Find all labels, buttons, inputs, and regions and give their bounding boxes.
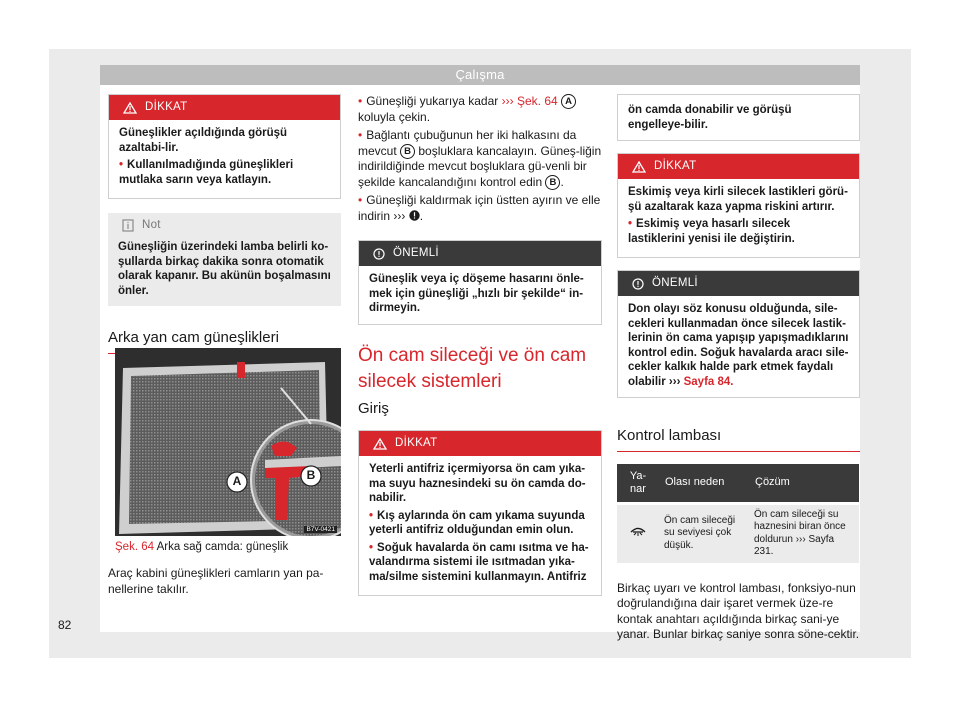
bullet-icon: • — [119, 159, 124, 171]
figure-caption-text: Arka sağ camda: güneşlik — [156, 541, 289, 553]
important-text: Don olayı söz konusu olduğunda, sile-cekleri kullanmadan önce silecek lastik-lerinin ön cama yapışıp yapışmadıklarını kontrol edin. Soğuk havalarda aracı sile-cekler kalkık halde park etmek faydalı olabilir — [628, 303, 849, 388]
warning-bullet: Kullanılmadığında güneşlikleri mutlaka sarın veya katlayın. — [119, 159, 294, 186]
subtitle-intro: Giriş — [358, 399, 389, 417]
warning-label: DİKKAT — [395, 436, 438, 449]
important-text: Güneşlik veya iç döşeme hasarını önle-mek için güneşliği „hızlı bir şekilde“ in-dirmeyin. — [369, 273, 584, 314]
column-1 — [108, 94, 341, 354]
warning-box-sunshade — [108, 94, 341, 199]
important-circle-icon — [632, 278, 644, 290]
warning-bullet: Soğuk havalarda ön camı ısıtma ve ha-valandırma sistemi ile ısıtmadan yıka-ma/silme sistemini kullanmayın. Antifriz — [369, 541, 589, 583]
important-label: ÖNEMLİ — [393, 246, 439, 259]
important-label: ÖNEMLİ — [652, 276, 698, 289]
page-number: 82 — [58, 618, 72, 632]
figure-caption-ref: Şek. 64 — [115, 541, 154, 553]
table-cell — [617, 503, 659, 563]
figure-rear-sunshade — [115, 348, 341, 536]
info-note-icon — [122, 219, 134, 232]
bullet-icon: • — [628, 218, 633, 230]
washer-fluid-icon — [630, 525, 646, 537]
warning-label: DİKKAT — [654, 159, 697, 172]
arrow-ref: ››› — [501, 94, 514, 108]
warning-text: Eskimiş veya kirli silecek lastikleri görü-şü azaltarak kaza yapma riskini artırır. — [628, 186, 848, 213]
column-2 — [358, 94, 602, 608]
page-link[interactable]: Sayfa 231. — [754, 533, 835, 557]
important-circle-icon — [373, 248, 385, 260]
column-3 — [617, 94, 860, 643]
table-header: Çözüm — [749, 464, 859, 504]
figure-label-b: B — [306, 468, 316, 482]
indicator-paragraph: Birkaç uyarı ve kontrol lambası, fonksiyo-nun doğrulandığına dair işaret vermek üze-re kontak anahtarı açıldığında birkaç sani-ye yanar. Bunlar birkaç saniye sonra söne-cektir. — [617, 580, 860, 641]
table-cell-solution: Ön cam sileceği su haznesini biran önce doldurun ››› Sayfa 231. — [749, 503, 859, 563]
arrow-ref: ››› — [668, 375, 681, 388]
warning-text: Güneşlikler açıldığında görüşü azaltabi-lir. — [119, 127, 288, 154]
section-title-indicator: Kontrol lambası — [617, 428, 860, 452]
table-header-row — [617, 464, 859, 504]
note-label: Not — [142, 218, 161, 231]
indicator-table — [617, 464, 859, 563]
figure-label-a: A — [232, 474, 242, 488]
warning-continuation-box — [617, 94, 860, 141]
bullet-icon: • — [369, 509, 374, 522]
rear-sunshade-paragraph: Araç kabini güneşlikleri camların yan pa-nellerine takılır. — [108, 566, 324, 596]
warning-continuation-text: ön camda donabilir ve görüşü engelleye-bilir. — [628, 104, 792, 131]
figure-code: B7V-0421 — [306, 526, 335, 533]
warning-bullet: Kış aylarında ön cam yıkama suyunda yeterli antifriz olduğundan emin olun. — [369, 509, 585, 536]
table-header: Ya-nar — [617, 464, 659, 504]
page-header: Çalışma — [100, 65, 860, 85]
warning-box-wiper-blades — [617, 153, 860, 258]
marker-a: A — [561, 94, 576, 109]
warning-triangle-icon — [123, 102, 137, 114]
chapter-title-wipers: Ön cam sileceği ve ön cam silecek sistemleri — [358, 344, 587, 392]
table-row — [617, 503, 859, 563]
bullet-step-3: • Güneşliği kaldırmak için üstten ayırın ve elle indirin ››› . — [358, 193, 601, 223]
warning-triangle-icon — [373, 438, 387, 450]
important-box-sunshade — [358, 240, 602, 325]
table-header: Olası neden — [659, 464, 749, 504]
figure-caption — [115, 541, 288, 553]
bullet-step-1: • Güneşliği yukarıya kadar ››› Şek. 64 A koluyla çekin. — [358, 94, 602, 125]
note-box — [108, 213, 341, 306]
warning-bullet: Eskimiş veya hasarlı silecek lastiklerini yenisi ile değiştirin. — [628, 218, 795, 245]
arrow-ref: ››› — [795, 533, 806, 545]
page-link[interactable]: Sayfa 84. — [683, 375, 734, 388]
warning-text: Yeterli antifriz içermiyorsa ön cam yıka-ma suyu haznesindeki su ön camda do-nabilir. — [369, 463, 586, 504]
important-info-icon — [409, 210, 420, 221]
warning-triangle-icon — [632, 161, 646, 173]
note-text: Güneşliğin üzerindeki lamba belirli ko-şullarda birkaç dakika sonra otomatik olarak kapanır. Bu akünün boşalmasını önler. — [118, 241, 331, 297]
warning-label: DİKKAT — [145, 100, 188, 113]
figure-link[interactable]: Şek. 64 — [516, 94, 558, 108]
table-cell-cause: Ön cam sileceği su seviyesi çok düşük. — [659, 503, 749, 563]
marker-b: B — [400, 144, 415, 159]
sunshade-illustration — [115, 348, 341, 536]
warning-box-antifreeze — [358, 430, 602, 596]
important-box-frost — [617, 270, 860, 398]
section-title-rear-sunshade: Arka yan cam güneşlikleri — [108, 330, 341, 354]
bullet-icon: • — [369, 541, 374, 554]
arrow-ref: ››› — [393, 208, 406, 223]
bullet-step-2: • Bağlantı çubuğunun her iki halkasını da mevcut B boşluklara kancalayın. Güneş-liğin indirildiğinde mevcut boşluklara gü-venli bir şekilde kancalandığını kontrol edin B . — [358, 128, 602, 189]
marker-b: B — [545, 175, 560, 190]
